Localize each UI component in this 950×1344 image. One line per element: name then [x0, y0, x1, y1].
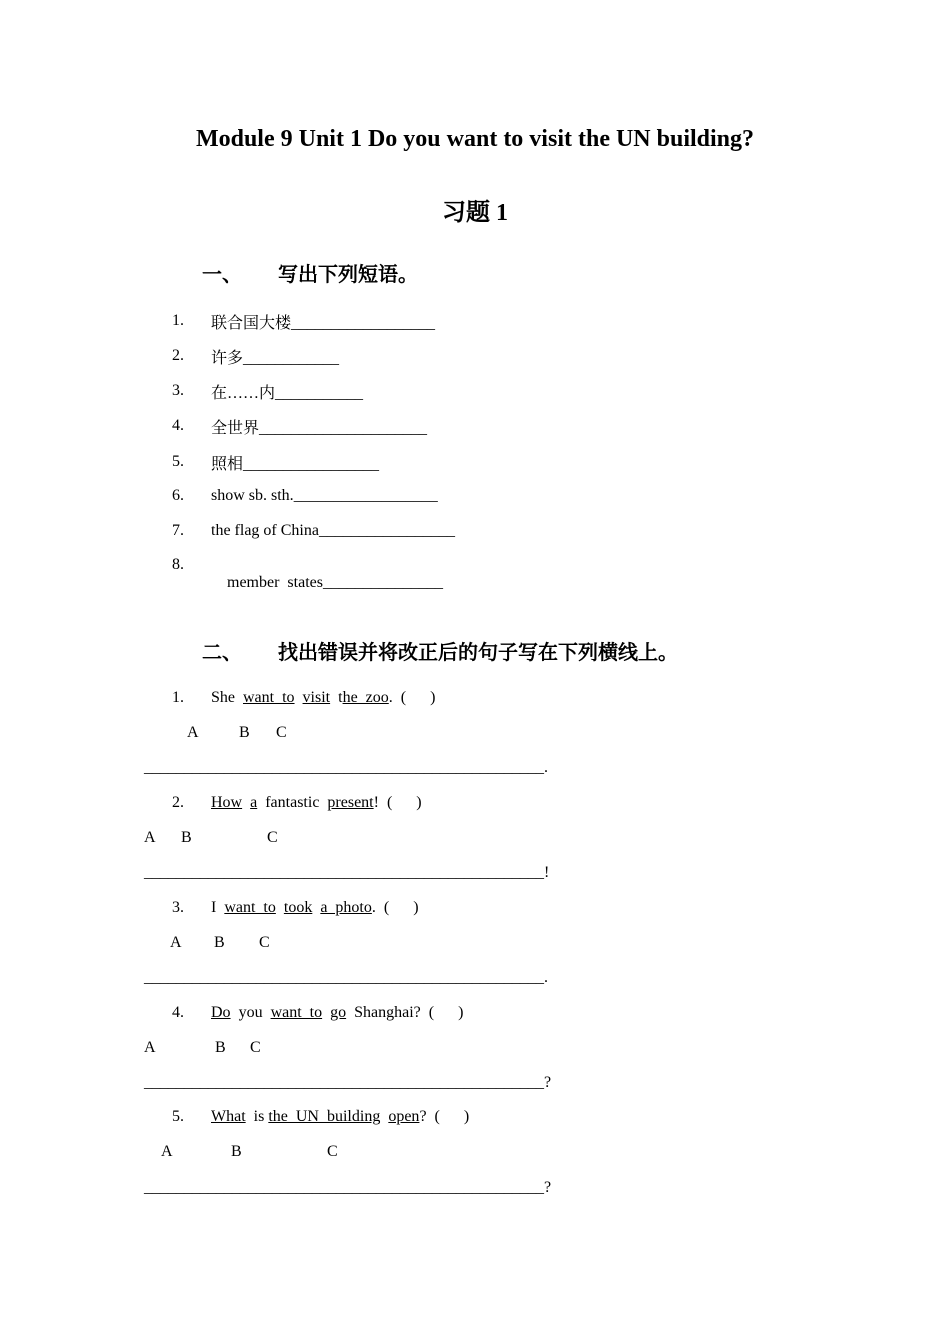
- underlined-word-a: want to: [224, 899, 276, 916]
- list-item: [211, 415, 427, 438]
- item-text: member states: [227, 574, 323, 591]
- option-label-b: B: [214, 934, 225, 951]
- underlined-word-b: a: [250, 794, 258, 811]
- answer-blank[interactable]: _____________________: [259, 420, 428, 437]
- answer-paren[interactable]: . ( ): [388, 689, 436, 706]
- answer-line[interactable]: __________________________________________________.: [144, 759, 548, 776]
- option-label-b: B: [181, 829, 192, 846]
- underlined-word-b: visit: [302, 689, 331, 706]
- question-number: 3.: [172, 899, 184, 916]
- underlined-word-c: he zoo: [342, 689, 389, 706]
- answer-line[interactable]: __________________________________________________?: [144, 1179, 552, 1196]
- option-label-c: C: [250, 1039, 261, 1056]
- answer-blank[interactable]: __________________: [293, 487, 438, 504]
- list-item: [211, 487, 438, 505]
- underlined-word-c: a photo: [320, 899, 372, 916]
- section1-marker: 一、: [202, 262, 242, 286]
- option-label-a: A: [170, 934, 182, 951]
- page-subtitle: 习题 1: [442, 200, 508, 226]
- item-text: 许多: [211, 350, 244, 367]
- item-text: 在……内: [211, 385, 276, 402]
- section1-heading: 写出下列短语。: [278, 262, 418, 286]
- underlined-word-c: go: [330, 1004, 347, 1021]
- item-number: 1.: [172, 312, 184, 329]
- option-label-c: C: [259, 934, 270, 951]
- question-sentence: [211, 1004, 463, 1022]
- item-number: 4.: [172, 417, 184, 434]
- list-item: [211, 451, 379, 474]
- answer-line[interactable]: __________________________________________________!: [144, 864, 550, 881]
- underlined-word-b: the UN building: [268, 1108, 381, 1125]
- underlined-word-b: took: [283, 899, 313, 916]
- item-text: 照相: [211, 456, 244, 473]
- answer-paren[interactable]: . ( ): [371, 899, 419, 916]
- underlined-word-a: How: [211, 794, 243, 811]
- word: t: [338, 689, 343, 706]
- option-label-a: A: [144, 1039, 156, 1056]
- option-label-c: C: [327, 1143, 338, 1160]
- option-label-b: B: [215, 1039, 226, 1056]
- option-label-a: A: [144, 829, 156, 846]
- option-label-a: A: [187, 724, 199, 741]
- underlined-word-a: Do: [211, 1004, 231, 1021]
- answer-paren[interactable]: ! ( ): [373, 794, 422, 811]
- question-number: 1.: [172, 689, 184, 706]
- item-number: 8.: [172, 556, 184, 573]
- underlined-word-c: open: [388, 1108, 420, 1125]
- underlined-word-c: present: [327, 794, 374, 811]
- answer-blank[interactable]: _______________: [322, 574, 443, 591]
- word: I: [211, 899, 217, 916]
- list-item: [211, 380, 363, 403]
- option-label-b: B: [231, 1143, 242, 1160]
- underlined-word-a: What: [211, 1108, 246, 1125]
- section2-heading: 找出错误并将改正后的句子写在下列横线上。: [278, 640, 678, 664]
- answer-blank[interactable]: ___________: [275, 385, 364, 402]
- item-text: 联合国大楼: [211, 315, 292, 332]
- item-number: 7.: [172, 522, 184, 539]
- list-item: [211, 522, 455, 540]
- word: fantastic: [265, 794, 320, 811]
- question-number: 5.: [172, 1108, 184, 1125]
- answer-paren[interactable]: Shanghai? ( ): [354, 1004, 464, 1021]
- question-sentence: [211, 689, 435, 707]
- answer-line[interactable]: __________________________________________________?: [144, 1074, 552, 1091]
- item-number: 6.: [172, 487, 184, 504]
- question-number: 2.: [172, 794, 184, 811]
- word: is: [253, 1108, 265, 1125]
- question-sentence: [211, 1108, 469, 1126]
- question-sentence: [211, 899, 419, 917]
- question-number: 4.: [172, 1004, 184, 1021]
- item-number: 3.: [172, 382, 184, 399]
- answer-blank[interactable]: __________________: [291, 315, 436, 332]
- underlined-word-a: want to: [243, 689, 295, 706]
- answer-blank[interactable]: _________________: [243, 456, 380, 473]
- option-label-a: A: [161, 1143, 173, 1160]
- list-item: [211, 556, 443, 610]
- list-item: [211, 310, 435, 333]
- item-number: 2.: [172, 347, 184, 364]
- item-number: 5.: [172, 453, 184, 470]
- question-sentence: [211, 794, 422, 812]
- underlined-word-b: want to: [270, 1004, 323, 1021]
- word: She: [211, 689, 235, 706]
- section2-marker: 二、: [202, 640, 242, 664]
- option-label-c: C: [267, 829, 278, 846]
- answer-paren[interactable]: ? ( ): [419, 1108, 470, 1125]
- answer-line[interactable]: __________________________________________________.: [144, 969, 548, 986]
- list-item: [211, 345, 339, 368]
- item-text: 全世界: [211, 420, 260, 437]
- word: you: [238, 1004, 263, 1021]
- option-label-b: B: [239, 724, 250, 741]
- item-text: show sb. sth.: [211, 487, 294, 504]
- page-title: Module 9 Unit 1 Do you want to visit the UN building?: [195, 126, 755, 152]
- item-text: the flag of China: [211, 522, 319, 539]
- option-label-c: C: [276, 724, 287, 741]
- answer-blank[interactable]: _________________: [318, 522, 455, 539]
- answer-blank[interactable]: ____________: [243, 350, 340, 367]
